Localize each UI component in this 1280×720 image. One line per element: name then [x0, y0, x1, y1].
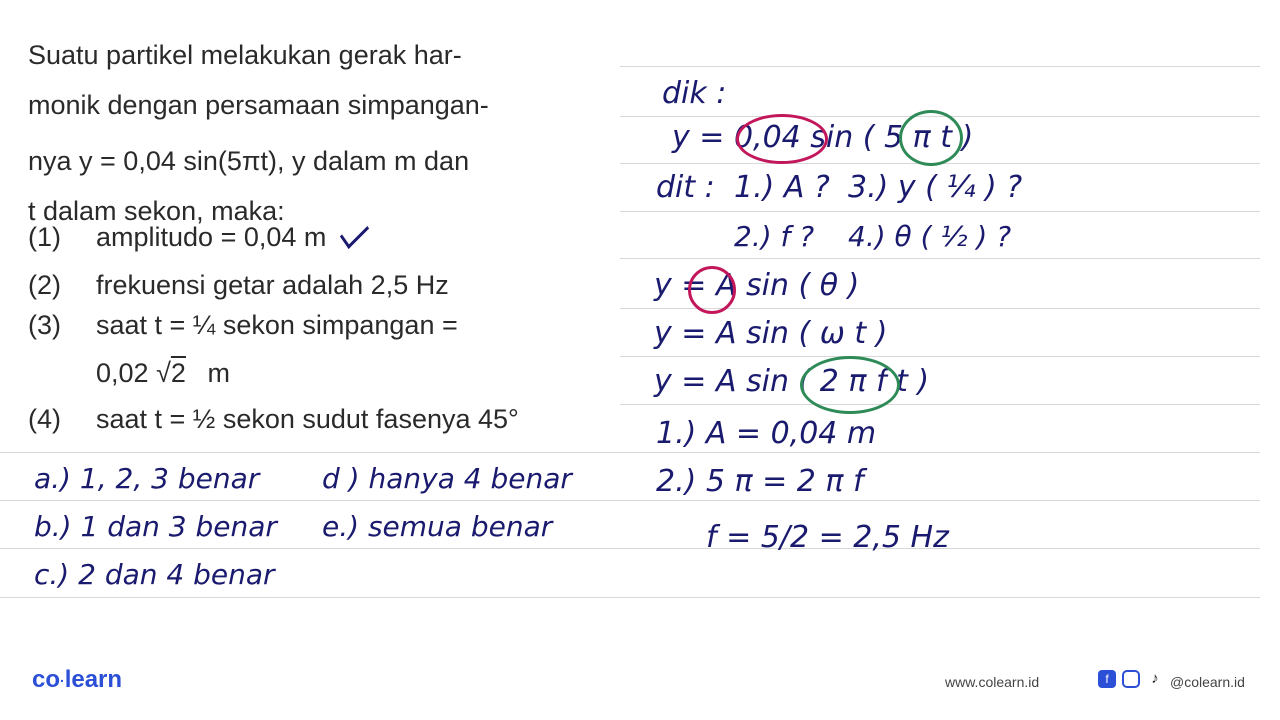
- instagram-icon[interactable]: [1122, 670, 1140, 688]
- sqrt-symbol: [156, 358, 186, 389]
- statement-1: [28, 222, 369, 253]
- statement-number: (3): [28, 310, 61, 340]
- problem-line: Suatu partikel melakukan gerak har-: [28, 40, 462, 70]
- rule-line: [620, 356, 1260, 357]
- logo-dot-icon: ·: [60, 672, 65, 689]
- logo-part: co: [32, 666, 61, 693]
- statement-4: [28, 404, 519, 435]
- statement-text: saat t = ½ sekon sudut fasenya 45°: [96, 404, 519, 434]
- statement-text: amplitudo = 0,04 m: [96, 222, 327, 252]
- answer-2: 2.) 5 π = 2 π f: [656, 464, 864, 499]
- statement-number: (4): [28, 404, 61, 434]
- formula-3: y = A sin ( 2 π f t ): [654, 364, 930, 399]
- rule-line: [620, 66, 1260, 67]
- rule-line: [620, 211, 1260, 212]
- statement-number: (1): [28, 222, 61, 252]
- statement-text: frekuensi getar adalah 2,5 Hz: [96, 270, 449, 300]
- work-ditanya: dit :: [656, 170, 715, 205]
- rule-line: [0, 548, 1260, 549]
- work-diket: dik :: [662, 76, 727, 111]
- formula-2: y = A sin ( ω t ): [654, 316, 888, 351]
- choice-d: d ) hanya 4 benar: [322, 462, 572, 495]
- statement-3-continued: [96, 358, 230, 389]
- circle-2pif: [800, 356, 900, 414]
- circle-amplitude: [736, 114, 828, 164]
- statement-3: [28, 310, 458, 341]
- choice-c: c.) 2 dan 4 benar: [34, 558, 275, 591]
- sqrt-value: 2: [170, 358, 186, 388]
- statement-unit: m: [207, 358, 230, 388]
- statement-text: saat t = ¼ sekon simpangan =: [96, 310, 458, 340]
- rule-line: [620, 258, 1260, 259]
- question-1: 1.) A ?: [734, 170, 830, 205]
- statement-value: 0,02: [96, 358, 149, 388]
- question-2: 2.) f ?: [734, 220, 815, 253]
- colearn-logo: [32, 666, 122, 694]
- problem-line: nya y = 0,04 sin(5πt), y dalam m dan: [28, 146, 470, 176]
- problem-text: [28, 30, 608, 236]
- social-handle[interactable]: @colearn.id: [1170, 674, 1245, 690]
- rule-line: [620, 404, 1260, 405]
- statement-2: [28, 270, 449, 301]
- tiktok-icon[interactable]: ♪: [1146, 670, 1164, 688]
- question-4: 4.) θ ( ½ ) ?: [848, 220, 1012, 253]
- choice-e: e.) semua benar: [322, 510, 553, 543]
- answer-3: f = 5/2 = 2,5 Hz: [706, 520, 949, 555]
- rule-line: [0, 500, 1260, 501]
- question-3: 3.) y ( ¼ ) ?: [848, 170, 1023, 205]
- logo-part: learn: [64, 666, 123, 693]
- answer-1: 1.) A = 0,04 m: [656, 416, 877, 451]
- circle-omega: [899, 110, 963, 166]
- choice-b: b.) 1 dan 3 benar: [34, 510, 277, 543]
- rule-line: [0, 452, 1260, 453]
- footer: [0, 640, 1280, 720]
- website-link[interactable]: www.colearn.id: [945, 674, 1040, 690]
- facebook-icon[interactable]: f: [1098, 670, 1116, 688]
- formula-1: y = A sin ( θ ): [654, 268, 860, 303]
- problem-line: t dalam sekon, maka:: [28, 196, 285, 226]
- choice-a: a.) 1, 2, 3 benar: [34, 462, 260, 495]
- statement-number: (2): [28, 270, 61, 300]
- work-equation: y = 0,04 sin ( 5 π t ): [672, 120, 974, 155]
- rule-line: [0, 597, 1260, 598]
- circle-A: [688, 266, 736, 314]
- problem-line: monik dengan persamaan simpangan-: [28, 90, 489, 120]
